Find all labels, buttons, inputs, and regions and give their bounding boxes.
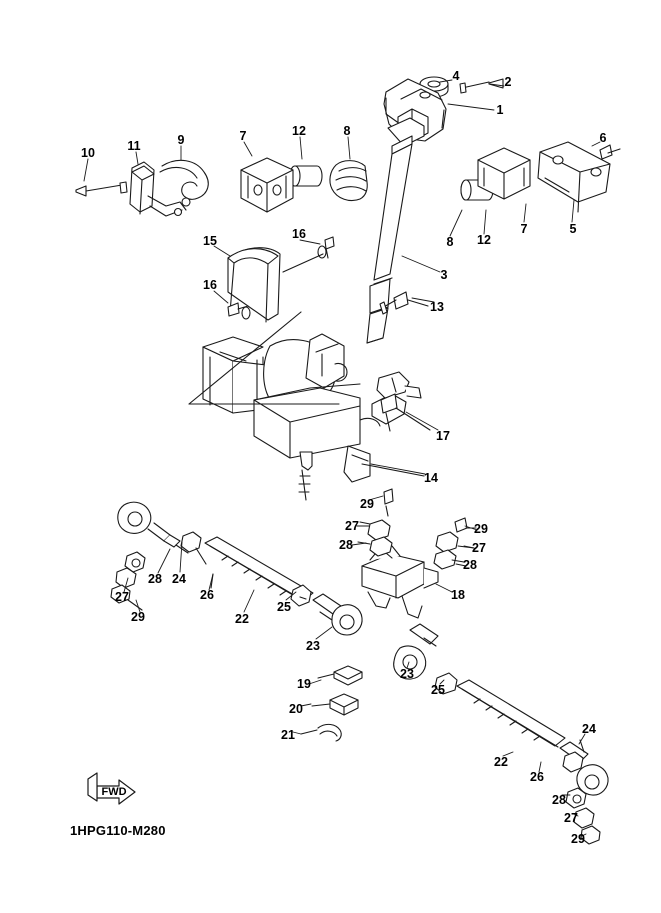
callout-number: 20 bbox=[289, 701, 303, 716]
callout-number: 1 bbox=[496, 102, 504, 117]
callout-number: 13 bbox=[430, 299, 444, 314]
callout-number: 25 bbox=[431, 682, 445, 697]
cotter-pin-21 bbox=[301, 724, 341, 741]
washer-19 bbox=[318, 666, 362, 685]
callout-number: 6 bbox=[599, 130, 607, 145]
bolt-16-upper bbox=[325, 237, 334, 258]
callout-number: 29 bbox=[474, 521, 488, 536]
callout-number: 8 bbox=[446, 234, 454, 249]
callout-number: 27 bbox=[115, 589, 129, 604]
callout-number: 23 bbox=[400, 666, 414, 681]
bolt-2 bbox=[460, 79, 503, 93]
steering-shaft-3 bbox=[367, 118, 424, 343]
pitman-arm-18 bbox=[362, 546, 438, 618]
callout-number: 16 bbox=[203, 277, 217, 292]
callout-number: 28 bbox=[552, 792, 566, 807]
tie-rod-tube-right bbox=[457, 680, 565, 747]
callout-number: 10 bbox=[81, 145, 95, 160]
callout-number: 24 bbox=[582, 721, 596, 736]
bushing-12-left bbox=[290, 166, 322, 186]
callout-number: 19 bbox=[297, 676, 311, 691]
callout-number: 14 bbox=[424, 470, 438, 485]
callout-number: 26 bbox=[530, 769, 544, 784]
callout-number: 12 bbox=[292, 123, 306, 138]
bolt-10 bbox=[76, 182, 127, 196]
callout-number: 29 bbox=[360, 496, 374, 511]
part-code-label: 1HPG110-M280 bbox=[70, 823, 166, 838]
callout-number: 9 bbox=[177, 132, 185, 147]
callout-number: 11 bbox=[127, 138, 141, 153]
callout-number: 26 bbox=[200, 587, 214, 602]
callout-number: 16 bbox=[292, 226, 306, 241]
callout-number: 7 bbox=[239, 128, 247, 143]
dust-cover-15 bbox=[228, 246, 326, 322]
callout-number: 22 bbox=[494, 754, 508, 769]
fwd-label: FWD bbox=[101, 786, 127, 798]
callout-number: 28 bbox=[463, 557, 477, 572]
callout-number: 28 bbox=[148, 571, 162, 586]
leader-14 bbox=[362, 464, 424, 476]
callout-number: 25 bbox=[277, 599, 291, 614]
callout-number: 5 bbox=[569, 221, 577, 236]
holder-7-left bbox=[241, 158, 293, 212]
callout-number: 28 bbox=[339, 537, 353, 552]
callout-number: 17 bbox=[436, 428, 450, 443]
callout-number: 29 bbox=[571, 831, 585, 846]
bolt-6 bbox=[600, 145, 620, 159]
callout-number: 3 bbox=[440, 267, 448, 282]
callout-number: 12 bbox=[477, 232, 491, 247]
electric-power-steering-unit bbox=[203, 334, 421, 500]
dust-boot-8-left bbox=[330, 161, 367, 201]
callout-number: 29 bbox=[131, 609, 145, 624]
bracket-11 bbox=[130, 162, 190, 216]
tie-rod-end-center-left bbox=[313, 594, 362, 635]
callout-number: 27 bbox=[564, 810, 578, 825]
nut-20 bbox=[312, 694, 358, 715]
callout-number: 27 bbox=[345, 518, 359, 533]
callout-number: 27 bbox=[472, 540, 486, 555]
callout-number: 7 bbox=[520, 221, 528, 236]
callout-number: 21 bbox=[281, 727, 295, 742]
callout-number: 15 bbox=[203, 233, 217, 248]
tie-rod-end-left-upper bbox=[118, 502, 188, 553]
callout-number: 2 bbox=[504, 74, 512, 89]
callout-number: 4 bbox=[452, 68, 460, 83]
callout-number: 24 bbox=[172, 571, 186, 586]
cable-guide-9 bbox=[160, 160, 208, 199]
callout-number: 8 bbox=[343, 123, 351, 138]
callout-number: 18 bbox=[451, 587, 465, 602]
callout-number: 23 bbox=[306, 638, 320, 653]
callout-number: 22 bbox=[235, 611, 249, 626]
